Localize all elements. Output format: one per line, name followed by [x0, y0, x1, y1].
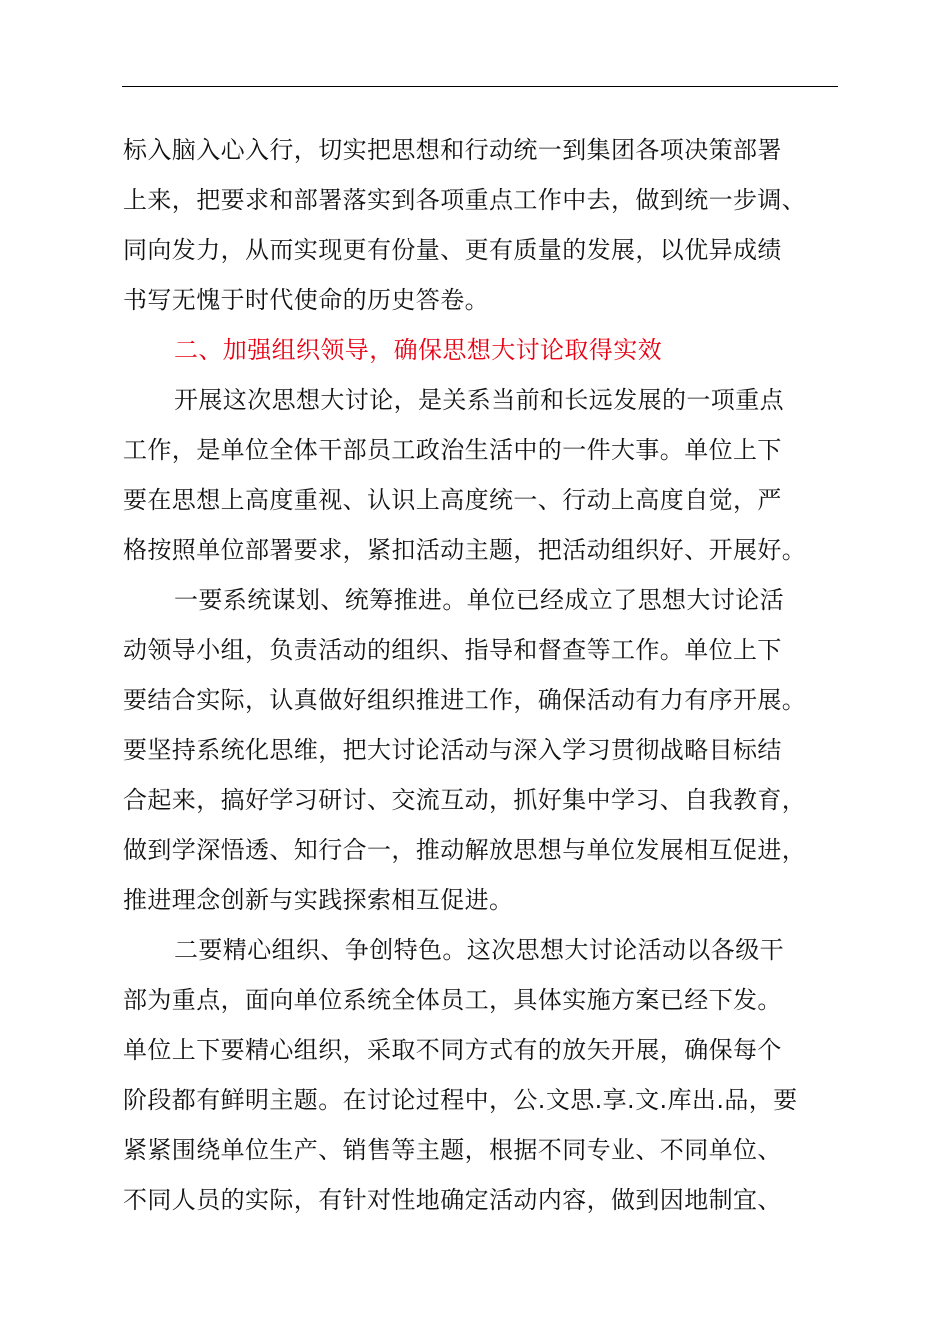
text-line: 不同人员的实际，有针对性地确定活动内容，做到因地制宜、 [123, 1186, 782, 1214]
text-line: 上来，把要求和部署落实到各项重点工作中去，做到统一步调、 [123, 186, 807, 214]
paragraph-start-line: 一要系统谋划、统筹推进。单位已经成立了思想大讨论活 [174, 586, 784, 614]
text-line: 工作，是单位全体干部员工政治生活中的一件大事。单位上下 [123, 436, 782, 464]
text-line: 标入脑入心入行，切实把思想和行动统一到集团各项决策部署 [123, 136, 782, 164]
header-rule [122, 86, 838, 87]
text-line: 做到学深悟透、知行合一，推动解放思想与单位发展相互促进， [123, 836, 807, 864]
text-line: 紧紧围绕单位生产、销售等主题，根据不同专业、不同单位、 [123, 1136, 782, 1164]
text-line: 格按照单位部署要求，紧扣活动主题，把活动组织好、开展好。 [123, 536, 807, 564]
text-line: 要结合实际，认真做好组织推进工作，确保活动有力有序开展。 [123, 686, 807, 714]
text-line: 推进理念创新与实践探索相互促进。 [123, 886, 514, 914]
text-line: 合起来，搞好学习研讨、交流互动，抓好集中学习、自我教育， [123, 786, 807, 814]
text-line: 阶段都有鲜明主题。在讨论过程中，公.文思.享.文.库出.品，要 [123, 1086, 798, 1114]
text-line: 部为重点，面向单位系统全体员工，具体实施方案已经下发。 [123, 986, 782, 1014]
text-line: 书写无愧于时代使命的历史答卷。 [123, 286, 489, 314]
paragraph-start-line: 二要精心组织、争创特色。这次思想大讨论活动以各级干 [174, 936, 784, 964]
text-line: 要坚持系统化思维，把大讨论活动与深入学习贯彻战略目标结 [123, 736, 782, 764]
text-line: 动领导小组，负责活动的组织、指导和督查等工作。单位上下 [123, 636, 782, 664]
text-line: 要在思想上高度重视、认识上高度统一、行动上高度自觉，严 [123, 486, 782, 514]
text-line: 单位上下要精心组织，采取不同方式有的放矢开展，确保每个 [123, 1036, 782, 1064]
paragraph-start-line: 开展这次思想大讨论，是关系当前和长远发展的一项重点 [174, 386, 784, 414]
text-line: 同向发力，从而实现更有份量、更有质量的发展，以优异成绩 [123, 236, 782, 264]
section-heading: 二、加强组织领导，确保思想大讨论取得实效 [174, 336, 662, 364]
